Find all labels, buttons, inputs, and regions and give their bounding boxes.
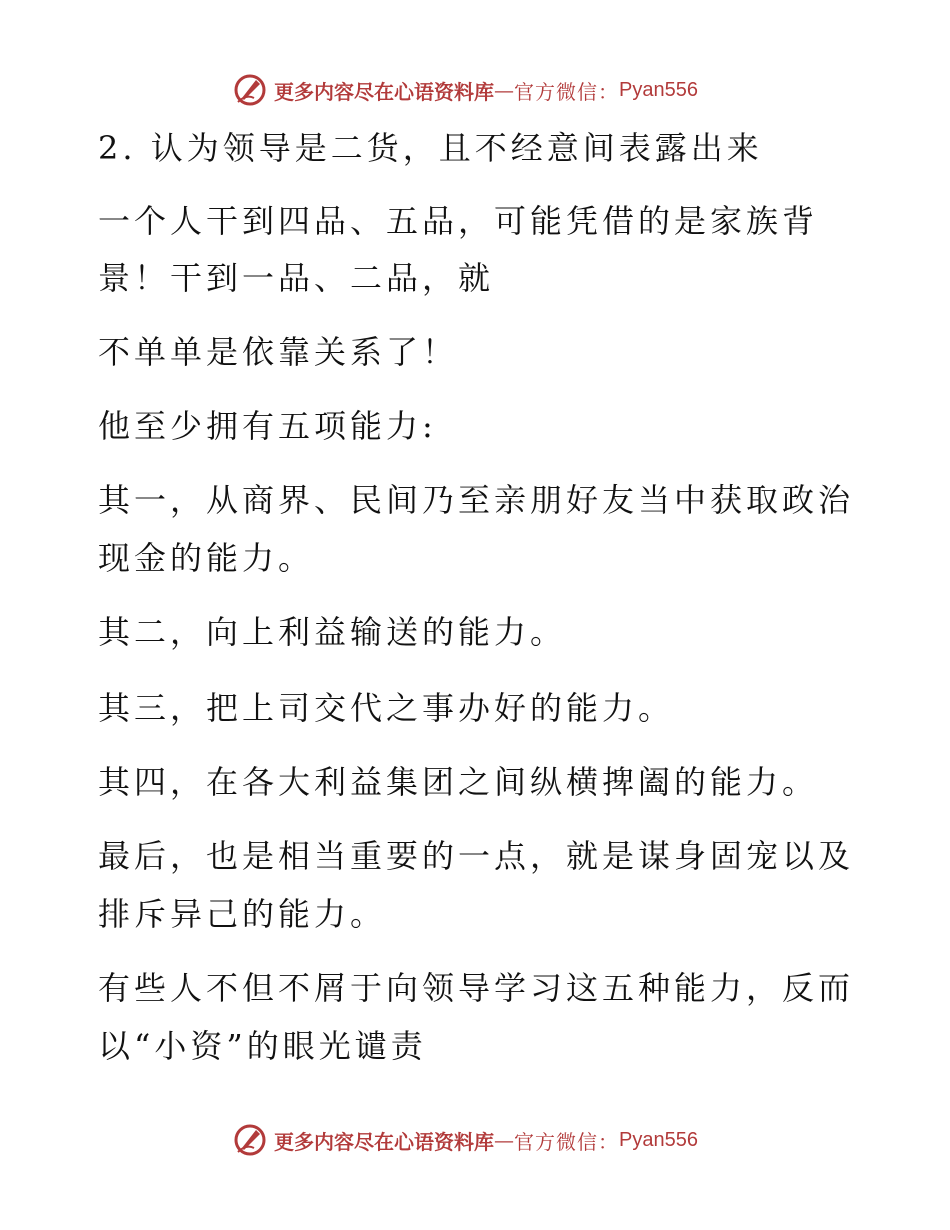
text-line: 不单单是依靠关系了！	[98, 333, 459, 371]
text-line: 2. 认为领导是二货，且不经意间表露出来	[98, 129, 763, 167]
footer-banner	[232, 1120, 698, 1160]
text-line: 以“小资”的眼光谴责	[98, 1027, 427, 1065]
text-line: 其三，把上司交代之事办好的能力。	[98, 689, 675, 727]
banner-wechat-label: 官方微信：	[514, 1129, 619, 1154]
text-line: 其一，从商界、民间乃至亲朋好友当中获取政治	[98, 481, 855, 519]
banner-dash: —	[494, 1128, 514, 1152]
banner-site-text: 更多内容尽在心语资料库	[274, 79, 494, 104]
banner-wechat-id: Pyan556	[619, 78, 698, 101]
text-line: 其四，在各大利益集团之间纵横捭阖的能力。	[98, 763, 819, 801]
pen-nib-logo-icon	[232, 72, 268, 108]
text-line: 景！干到一品、二品，就	[98, 259, 495, 297]
text-line: 他至少拥有五项能力:	[98, 407, 437, 445]
text-line: 排斥异己的能力。	[98, 895, 387, 933]
banner-dash: —	[494, 78, 514, 102]
text-line: 其二，向上利益输送的能力。	[98, 613, 567, 651]
banner-site-text: 更多内容尽在心语资料库	[274, 1129, 494, 1154]
header-banner	[232, 70, 698, 110]
text-line: 有些人不但不屑于向领导学习这五种能力，反而	[98, 969, 855, 1007]
banner-wechat-id: Pyan556	[619, 1128, 698, 1151]
text-line: 现金的能力。	[98, 539, 315, 577]
pen-nib-logo-icon	[232, 1122, 268, 1158]
text-line: 最后，也是相当重要的一点，就是谋身固宠以及	[98, 837, 855, 875]
banner-wechat-label: 官方微信：	[514, 79, 619, 104]
text-line: 一个人干到四品、五品，可能凭借的是家族背	[98, 202, 819, 240]
